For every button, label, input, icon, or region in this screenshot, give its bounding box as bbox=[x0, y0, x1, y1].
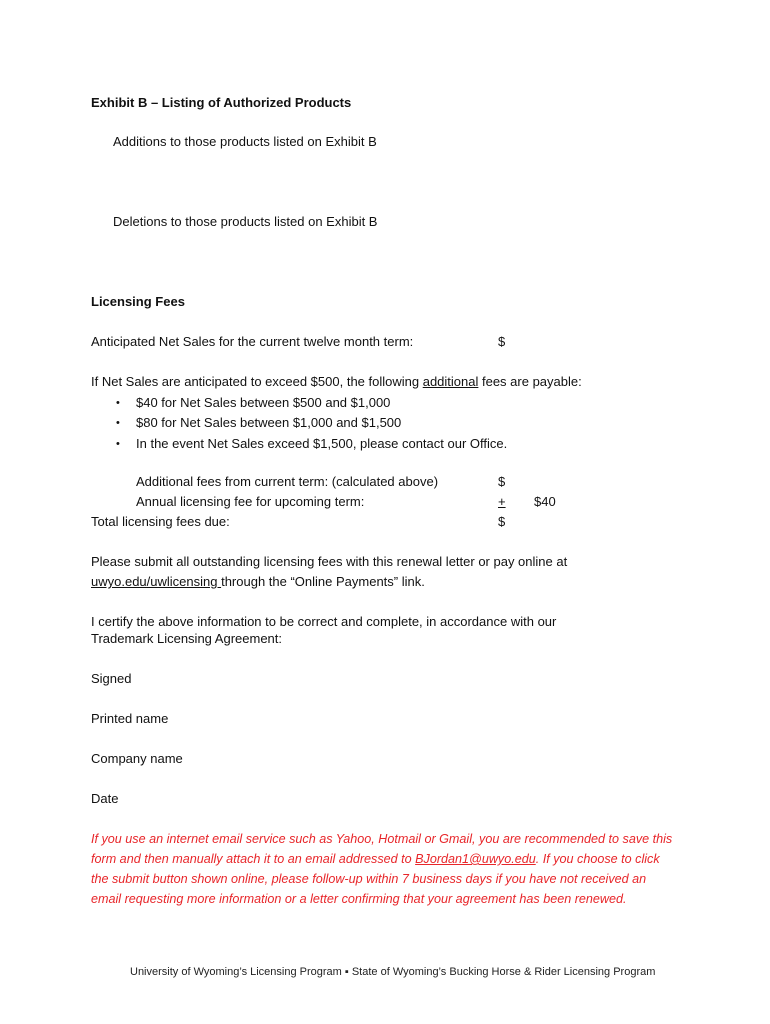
total-fees-currency: $ bbox=[498, 514, 506, 529]
email-notice-line2 bbox=[91, 849, 660, 869]
email-notice-text: form and then manually attach it to an email addressed to bbox=[91, 852, 416, 866]
annual-fee-value: $40 bbox=[534, 494, 556, 509]
additional-fees-intro bbox=[91, 374, 582, 390]
certify-statement: I certify the above information to be correct and complete, in accordance with our bbox=[91, 614, 557, 629]
bullet-icon: • bbox=[116, 417, 120, 429]
email-notice-line1: If you use an internet email service such as Yahoo, Hotmail or Gmail, you are recommended to save this bbox=[91, 832, 673, 846]
deletions-label: Deletions to those products listed on Exhibit B bbox=[113, 214, 378, 229]
date-field[interactable]: Date bbox=[91, 791, 119, 806]
fee-bullet-item: $40 for Net Sales between $500 and $1,000 bbox=[136, 395, 391, 410]
intro-text-before: If Net Sales are anticipated to exceed $500, the following bbox=[91, 374, 423, 389]
licensing-link[interactable]: uwyo.edu/uwlicensing bbox=[91, 574, 222, 589]
additional-fees-label: Additional fees from current term: (calculated above) bbox=[136, 474, 439, 489]
signed-field[interactable]: Signed bbox=[91, 671, 132, 686]
total-fees-label: Total licensing fees due: bbox=[91, 514, 230, 529]
bullet-icon: • bbox=[116, 438, 120, 450]
intro-text-after: fees are payable: bbox=[478, 374, 582, 389]
page-footer: University of Wyoming’s Licensing Program ▪ State of Wyoming’s Bucking Horse & Rider Licensing Program bbox=[130, 966, 656, 978]
additional-fees-currency: $ bbox=[498, 474, 506, 489]
fee-bullet-item: In the event Net Sales exceed $1,500, please contact our Office. bbox=[136, 436, 508, 451]
additions-label: Additions to those products listed on Exhibit B bbox=[113, 134, 377, 149]
licensing-fees-heading: Licensing Fees bbox=[91, 294, 185, 309]
printed-name-field[interactable]: Printed name bbox=[91, 711, 169, 726]
intro-text-underlined: additional bbox=[422, 374, 479, 389]
anticipated-sales-label: Anticipated Net Sales for the current twelve month term: bbox=[91, 334, 414, 349]
email-link[interactable]: BJordan1@uwyo.edu bbox=[415, 852, 536, 866]
anticipated-sales-currency: $ bbox=[498, 334, 506, 349]
email-notice-text-after: . If you choose to click bbox=[535, 852, 660, 866]
submit-link-suffix: through the “Online Payments” link. bbox=[221, 574, 425, 589]
submit-instructions-line2 bbox=[91, 574, 425, 590]
exhibit-heading: Exhibit B – Listing of Authorized Products bbox=[91, 95, 352, 110]
company-name-field[interactable]: Company name bbox=[91, 751, 183, 766]
certify-statement-line2: Trademark Licensing Agreement: bbox=[91, 631, 283, 646]
annual-fee-sign: + bbox=[498, 494, 506, 509]
bullet-icon: • bbox=[116, 397, 120, 409]
fee-bullet-item: $80 for Net Sales between $1,000 and $1,500 bbox=[136, 415, 402, 430]
email-notice-line3: the submit button shown online, please follow-up within 7 business days if you have not received an bbox=[91, 872, 647, 886]
annual-fee-amount bbox=[498, 494, 554, 510]
submit-instructions: Please submit all outstanding licensing fees with this renewal letter or pay online at bbox=[91, 554, 568, 569]
email-notice-line4: email requesting more information or a letter confirming that your agreement has been renewed. bbox=[91, 892, 627, 906]
annual-fee-label: Annual licensing fee for upcoming term: bbox=[136, 494, 365, 509]
